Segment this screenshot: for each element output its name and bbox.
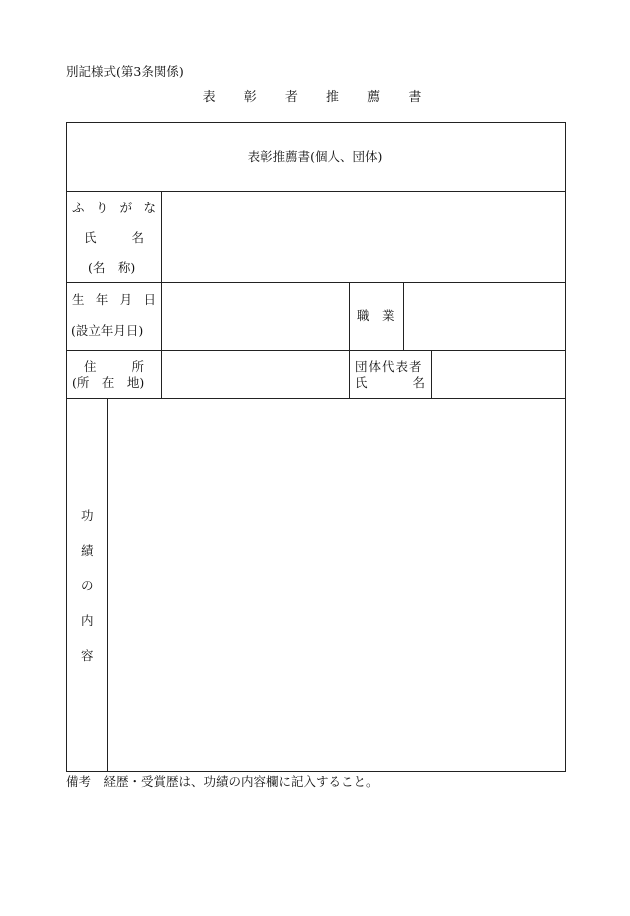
- document-title: 表 彰 者 推 薦 書: [202, 90, 434, 105]
- achievements-field[interactable]: [108, 399, 565, 771]
- form-header: 表彰推薦書(個人、団体): [247, 149, 383, 164]
- birthdate-label: 生 年 月 日: [72, 292, 156, 307]
- location-label: (所 在 地): [72, 375, 145, 390]
- founding-date-label: (設立年月日): [71, 323, 144, 338]
- furigana-label: ふ り が な: [72, 200, 156, 215]
- occupation-label: 職 業: [357, 308, 395, 323]
- representative-label: 団体代表者: [355, 359, 423, 374]
- name-alt-label: (名 称): [88, 260, 136, 275]
- name-label: 氏 名: [84, 230, 144, 245]
- representative-field[interactable]: [432, 351, 565, 398]
- address-field[interactable]: [162, 351, 349, 398]
- form-label: 別記様式(第3条関係): [66, 64, 184, 79]
- representative-name-label: 氏 名: [355, 375, 425, 390]
- birthdate-field[interactable]: [162, 283, 349, 350]
- address-label: 住 所: [84, 359, 144, 374]
- name-field[interactable]: [162, 192, 565, 282]
- footer-note: 備考 経歴・受賞歴は、功績の内容欄に記入すること。: [66, 774, 379, 789]
- occupation-field[interactable]: [404, 283, 565, 350]
